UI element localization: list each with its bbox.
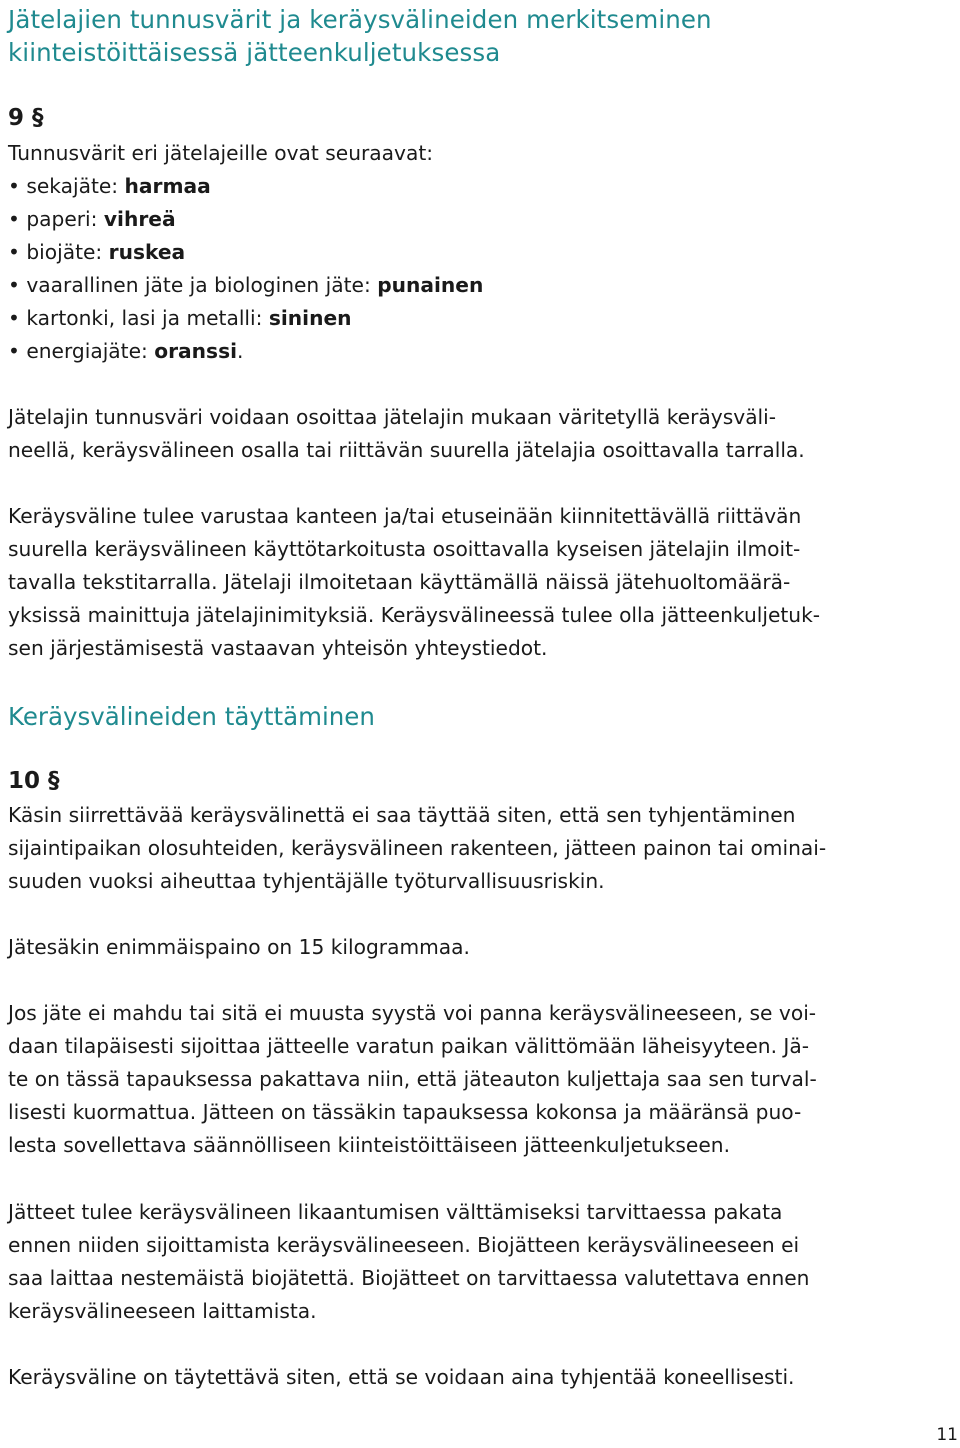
text-line: daan tilapäisesti sijoittaa jätteelle varatun paikan välittömään läheisyyteen. Jä- bbox=[8, 1034, 810, 1058]
section-10-heading: 10 § bbox=[8, 768, 60, 794]
text-line: Jätteet tulee keräysvälineen likaantumisen välttämiseksi tarvittaessa pakata bbox=[8, 1200, 783, 1224]
color-name: punainen bbox=[377, 273, 484, 297]
text-line: suurella keräysvälineen käyttötarkoitusta osoittavalla kyseisen jätelajin ilmoit- bbox=[8, 537, 801, 561]
section-9-intro: Tunnusvärit eri jätelajeille ovat seuraavat: bbox=[8, 141, 434, 165]
page-title-line-1: Jätelajien tunnusvärit ja keräysvälineiden merkitseminen bbox=[8, 5, 712, 34]
text-line: lesta sovellettava säännölliseen kiinteistöittäiseen jätteenkuljetukseen. bbox=[8, 1133, 730, 1157]
color-name: ruskea bbox=[108, 240, 186, 264]
subtitle: Keräysvälineiden täyttäminen bbox=[8, 702, 375, 731]
color-name: oranssi bbox=[154, 339, 238, 363]
text-line: tavalla tekstitarralla. Jätelaji ilmoitetaan käyttämällä näissä jätehuoltomäärä- bbox=[8, 570, 791, 594]
text-line: Keräysväline tulee varustaa kanteen ja/tai etuseinään kiinnitettävällä riittävän bbox=[8, 504, 802, 528]
text-line: te on tässä tapauksessa pakattava niin, että jäteauton kuljettaja saa sen turval- bbox=[8, 1067, 817, 1091]
text-line: yksissä mainittuja jätelajinimityksiä. Keräysvälineessä tulee olla jätteenkuljetuk- bbox=[8, 603, 821, 627]
text-line: Käsin siirrettävää keräysvälinettä ei saa täyttää siten, että sen tyhjentäminen bbox=[8, 803, 796, 827]
page-title bbox=[8, 3, 712, 69]
text-line: ennen niiden sijoittamista keräysvälineeseen. Biojätteen keräysvälineeseen ei bbox=[8, 1233, 800, 1257]
color-name: harmaa bbox=[124, 174, 211, 198]
list-item: • kartonki, lasi ja metalli: sininen bbox=[8, 306, 352, 330]
list-item: • biojäte: ruskea bbox=[8, 240, 186, 264]
color-name: vihreä bbox=[103, 207, 176, 231]
list-item: • vaarallinen jäte ja biologinen jäte: punainen bbox=[8, 273, 484, 297]
text-line: neellä, keräysvälineen osalla tai riittävän suurella jätelajia osoittavalla tarralla. bbox=[8, 438, 805, 462]
text-line: sijaintipaikan olosuhteiden, keräysvälineen rakenteen, jätteen painon tai ominai- bbox=[8, 836, 827, 860]
text-line: Jätelajin tunnusväri voidaan osoittaa jätelajin mukaan väritetyllä keräysväli- bbox=[8, 405, 777, 429]
page-title-line-2: kiinteistöittäisessä jätteenkuljetuksessa bbox=[8, 38, 501, 67]
text-line: keräysvälineeseen laittamista. bbox=[8, 1299, 317, 1323]
list-item: • paperi: vihreä bbox=[8, 207, 176, 231]
text-line: lisesti kuormattua. Jätteen on tässäkin tapauksessa kokonsa ja määränsä puo- bbox=[8, 1100, 802, 1124]
text-line: Keräysväline on täytettävä siten, että se voidaan aina tyhjentää koneellisesti. bbox=[8, 1365, 795, 1389]
text-line: sen järjestämisestä vastaavan yhteisön yhteystiedot. bbox=[8, 636, 548, 660]
section-9-heading: 9 § bbox=[8, 105, 44, 131]
text-line: Jätesäkin enimmäispaino on 15 kilogrammaa. bbox=[8, 935, 470, 959]
page-number: 11 bbox=[936, 1425, 958, 1445]
list-item: • energiajäte: oranssi. bbox=[8, 339, 244, 363]
text-line: suuden vuoksi aiheuttaa tyhjentäjälle työturvallisuusriskin. bbox=[8, 869, 605, 893]
color-name: sininen bbox=[268, 306, 352, 330]
text-line: Jos jäte ei mahdu tai sitä ei muusta syystä voi panna keräysvälineeseen, se voi- bbox=[8, 1001, 817, 1025]
text-line: saa laittaa nestemäistä biojätettä. Biojätteet on tarvittaessa valutettava ennen bbox=[8, 1266, 810, 1290]
list-item: • sekajäte: harmaa bbox=[8, 174, 211, 198]
